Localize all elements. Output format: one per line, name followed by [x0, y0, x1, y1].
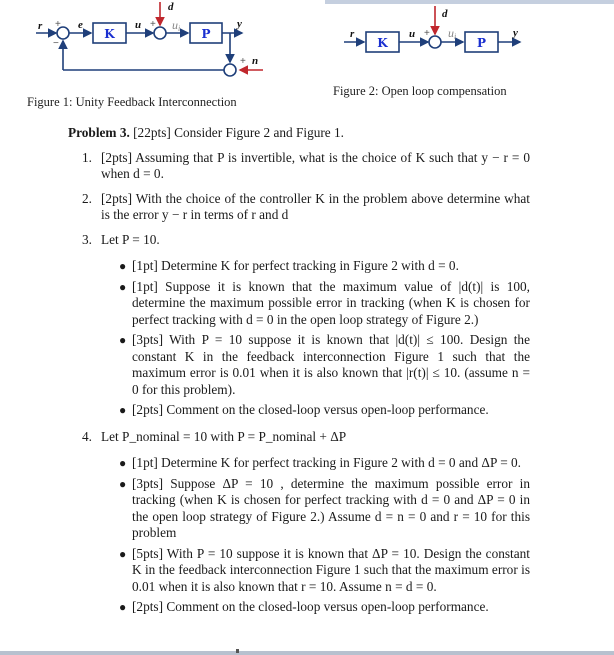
- controller-block-label: K: [377, 36, 388, 50]
- svg-text:y: y: [237, 18, 242, 30]
- problem-section: [68, 125, 530, 620]
- subitem-4b: ● [3pts] Suppose ΔP = 10 , determine the maximum possible error in tracking (when K is chosen for perfect tracking with d = 0 and ΔP = 0 in the open loop strategy of Figure 2.) Assume d = n = 0 and r = 10 for this problem: [119, 475, 530, 540]
- svg-text:u: u: [135, 19, 142, 31]
- problem-item-3: 3. Let P = 10.: [82, 231, 160, 247]
- svg-text:+: +: [150, 19, 156, 30]
- subitem-4a: ● [1pt] Determine K for perfect tracking in Figure 2 with d = 0 and ΔP = 0.: [119, 455, 521, 470]
- subitem-3d: ● [2pts] Comment on the closed-loop versus open-loop performance.: [119, 402, 489, 417]
- figure1-diagram: [0, 0, 300, 85]
- subitem-3c: ● [3pts] With P = 10 suppose it is known that |d(t)| ≤ 100. Design the constant K in the feedback interconnection Figure 1 such that the maximum error is 0.01 when it is also known that |r(t)| ≤ 10. (assume n = 0 for this problem).: [119, 332, 530, 397]
- subitem-4c: ● [5pts] With P = 10 suppose it is known that ΔP = 10. Design the constant K in the feedback interconnection Figure 1 such that the maximum error is 0.01 when it is also known that r = 10. Assume n = d = 0.: [119, 545, 530, 594]
- plant-block-label: P: [201, 27, 211, 41]
- bottom-marker: [236, 649, 239, 653]
- svg-text:d: d: [442, 8, 448, 20]
- svg-text:e: e: [78, 19, 83, 31]
- svg-text:+: +: [424, 28, 430, 39]
- figure2-caption: Figure 2: Open loop compensation: [333, 84, 507, 98]
- svg-text:r: r: [350, 28, 355, 40]
- problem-item-1: 1. [2pts] Assuming that P is invertible, what is the choice of K such that y − r = 0 when d = 0.: [82, 149, 530, 181]
- svg-text:−: −: [53, 38, 59, 49]
- svg-text:r: r: [38, 20, 43, 32]
- svg-text:+: +: [55, 19, 61, 30]
- controller-block-label: K: [104, 27, 115, 41]
- problem-item-4: 4. Let P_nominal = 10 with P = P_nominal + ΔP: [82, 428, 347, 444]
- svg-text:ui: ui: [448, 26, 457, 41]
- subitem-3a: ● [1pt] Determine K for perfect tracking in Figure 2 with d = 0.: [119, 258, 459, 273]
- svg-text:n: n: [252, 55, 259, 67]
- svg-text:y: y: [513, 27, 518, 39]
- figure1-caption: Figure 1: Unity Feedback Interconnection: [27, 95, 237, 109]
- subitem-4d: ● [2pts] Comment on the closed-loop versus open-loop performance.: [119, 599, 489, 614]
- svg-text:ui: ui: [172, 18, 181, 33]
- svg-text:u: u: [409, 28, 416, 40]
- bottom-band: [0, 651, 614, 655]
- problem-heading: Problem 3. [22pts] Consider Figure 2 and Figure 1.: [68, 125, 345, 140]
- problem-item-2: 2. [2pts] With the choice of the controller K in the problem above determine what is the error y − r in terms of r and d: [82, 190, 530, 222]
- figure2-diagram: [330, 0, 560, 60]
- plant-block-label: P: [476, 36, 487, 50]
- svg-text:d: d: [168, 1, 174, 13]
- svg-text:+: +: [240, 56, 246, 67]
- subitem-3b: ● [1pt] Suppose it is known that the maximum value of |d(t)| is 100, determine the maximum possible error in tracking (when K is chosen for perfect tracking with d = 0 in the open loop strategy of Figure 2.): [119, 278, 530, 327]
